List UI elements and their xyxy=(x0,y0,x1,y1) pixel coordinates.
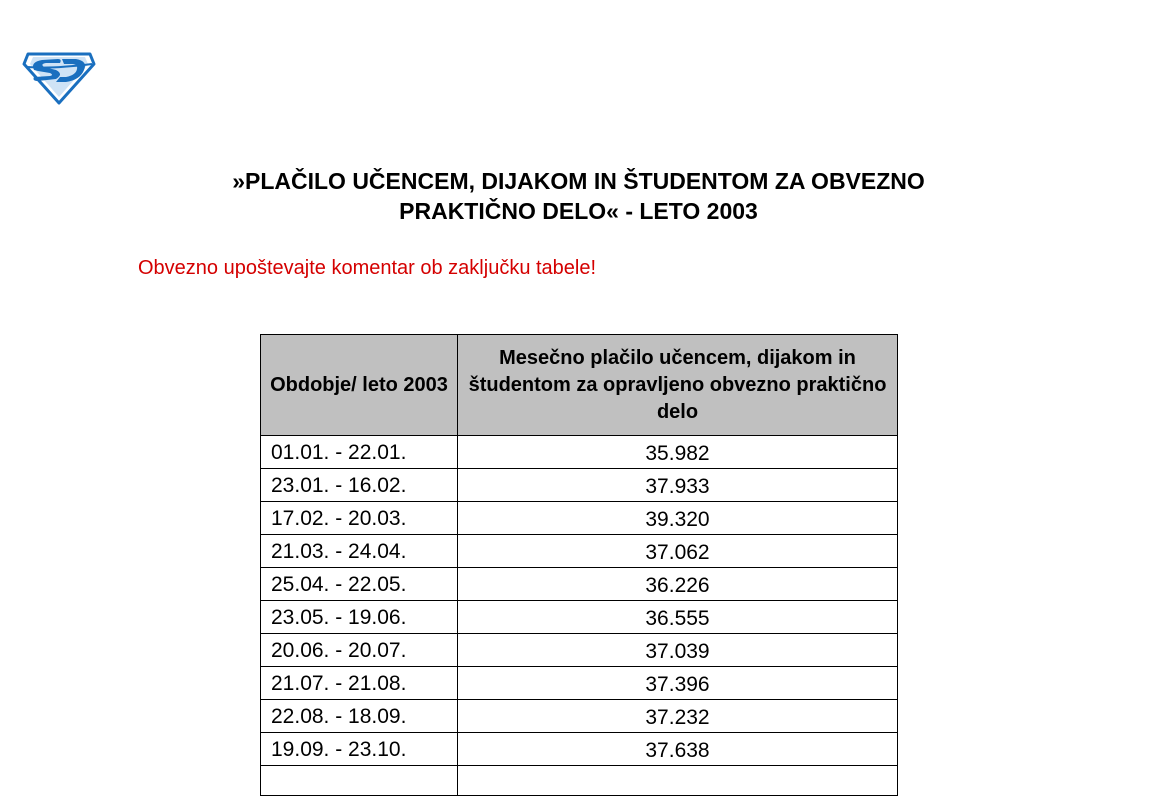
amount-cell: 37.933 xyxy=(458,469,898,502)
amount-cell: 36.226 xyxy=(458,568,898,601)
table-row xyxy=(261,535,898,568)
period-cell: 01.01. - 22.01. xyxy=(261,436,458,469)
amount-cell: 37.062 xyxy=(458,535,898,568)
period-cell: 21.03. - 24.04. xyxy=(261,535,458,568)
amount-cell: 35.982 xyxy=(458,436,898,469)
period-cell: 20.06. - 20.07. xyxy=(261,634,458,667)
amount-cell: 39.320 xyxy=(458,502,898,535)
table-row xyxy=(261,667,898,700)
period-column-header: Obdobje/ leto 2003 xyxy=(261,335,458,436)
table-row xyxy=(261,568,898,601)
table-row xyxy=(261,634,898,667)
amount-cell: 37.638 xyxy=(458,733,898,766)
period-cell xyxy=(261,766,458,796)
amount-cell: 37.232 xyxy=(458,700,898,733)
period-cell: 21.07. - 21.08. xyxy=(261,667,458,700)
warning-note: Obvezno upoštevajte komentar ob zaključku tabele! xyxy=(138,257,597,279)
title-line-1: »PLAČILO UČENCEM, DIJAKOM IN ŠTUDENTOM ZA OBVEZNO xyxy=(232,168,925,194)
table-row xyxy=(261,502,898,535)
table-row xyxy=(261,469,898,502)
period-cell: 25.04. - 22.05. xyxy=(261,568,458,601)
period-cell: 23.01. - 16.02. xyxy=(261,469,458,502)
amount-cell: 36.555 xyxy=(458,601,898,634)
amount-cell xyxy=(458,766,898,796)
period-cell: 19.09. - 23.10. xyxy=(261,733,458,766)
amount-column-header: Mesečno plačilo učencem, dijakom in študentom za opravljeno obvezno praktično delo xyxy=(458,335,898,436)
table-row xyxy=(261,700,898,733)
period-cell: 23.05. - 19.06. xyxy=(261,601,458,634)
table-header-row xyxy=(261,335,898,436)
period-cell: 22.08. - 18.09. xyxy=(261,700,458,733)
page-title xyxy=(0,166,1157,226)
table-row xyxy=(261,766,898,796)
payment-table xyxy=(260,334,898,796)
logo-graphic xyxy=(22,48,96,104)
title-line-2: PRAKTIČNO DELO« - LETO 2003 xyxy=(399,198,758,224)
amount-cell: 37.396 xyxy=(458,667,898,700)
period-cell: 17.02. - 20.03. xyxy=(261,502,458,535)
table-row xyxy=(261,601,898,634)
table-row xyxy=(261,436,898,469)
amount-cell: 37.039 xyxy=(458,634,898,667)
sd-shield-logo xyxy=(22,48,96,104)
table-row xyxy=(261,733,898,766)
